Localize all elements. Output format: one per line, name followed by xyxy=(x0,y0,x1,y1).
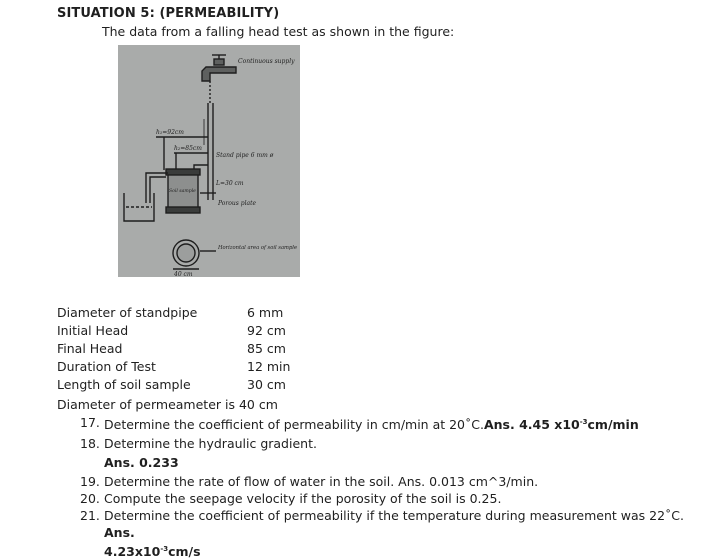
porous-plate-label: Porous plate xyxy=(218,200,257,207)
param-label: Duration of Test xyxy=(57,359,156,374)
param-value: 6 mm xyxy=(247,305,284,320)
param-value: 85 cm xyxy=(247,341,286,356)
continuous-supply-label: Continuous supply xyxy=(238,58,295,65)
diameter-40cm-label: 40 cm xyxy=(174,271,193,277)
answer-value: 4.23x10 xyxy=(104,544,161,559)
h2-label: h₂=85cm xyxy=(174,145,202,152)
permeameter-diameter: Diameter of permeameter is 40 cm xyxy=(57,397,278,412)
question-text: Compute the seepage velocity if the porosity of the soil is 0.25. xyxy=(104,491,502,506)
answer-label: Ans. 4.45 x10 xyxy=(483,417,580,432)
soil-sample-label: Soil sample xyxy=(169,189,196,194)
situation-title: SITUATION 5: (PERMEABILITY) xyxy=(57,6,280,21)
answer-unit: cm/s xyxy=(168,544,201,559)
param-label: Length of soil sample xyxy=(57,377,191,392)
question-18 xyxy=(80,435,700,471)
test-parameters xyxy=(57,305,457,395)
param-row-duration xyxy=(57,359,457,377)
question-number: 19. xyxy=(80,474,100,489)
falling-head-diagram xyxy=(118,45,300,277)
question-text: Determine the coefficient of permeability in cm/min at 20˚C. xyxy=(104,417,484,432)
param-value: 12 min xyxy=(247,359,291,374)
horizontal-area-label: Horizontal area of soil sample xyxy=(218,245,298,251)
answer-unit: cm/min xyxy=(587,417,639,432)
answer-exponent: -3 xyxy=(579,418,588,426)
question-20 xyxy=(80,490,700,507)
answer-text: Ans. 0.233 xyxy=(104,455,179,470)
length-label: L=30 cm xyxy=(216,180,244,187)
question-text: Determine the rate of flow of water in the soil. Ans. 0.013 cm^3/min. xyxy=(104,474,539,489)
question-number: 17. xyxy=(80,415,100,430)
param-row-length xyxy=(57,377,457,395)
param-value: 30 cm xyxy=(247,377,286,392)
question-17 xyxy=(80,414,700,433)
answer-label: Ans. xyxy=(104,525,135,540)
question-number: 20. xyxy=(80,491,100,506)
question-text: Determine the hydraulic gradient. xyxy=(104,436,317,451)
param-row-standpipe xyxy=(57,305,457,323)
question-text: Determine the coefficient of permeability if the temperature during measurement was 22˚C. xyxy=(104,508,684,523)
stand-pipe-label: Stand pipe 6 mm ø xyxy=(216,152,274,159)
param-label: Initial Head xyxy=(57,323,129,338)
intro-text: The data from a falling head test as shown in the figure: xyxy=(102,24,455,39)
param-value: 92 cm xyxy=(247,323,286,338)
question-number: 21. xyxy=(80,508,100,523)
param-row-initial-head xyxy=(57,323,457,341)
question-list xyxy=(80,414,700,560)
question-number: 18. xyxy=(80,436,100,451)
question-19 xyxy=(80,473,700,490)
param-label: Final Head xyxy=(57,341,123,356)
param-label: Diameter of standpipe xyxy=(57,305,198,320)
question-21 xyxy=(80,507,700,560)
falling-head-figure xyxy=(118,45,300,277)
param-row-final-head xyxy=(57,341,457,359)
h1-label: h₁=92cm xyxy=(156,129,184,136)
answer-exponent: -3 xyxy=(160,545,169,553)
